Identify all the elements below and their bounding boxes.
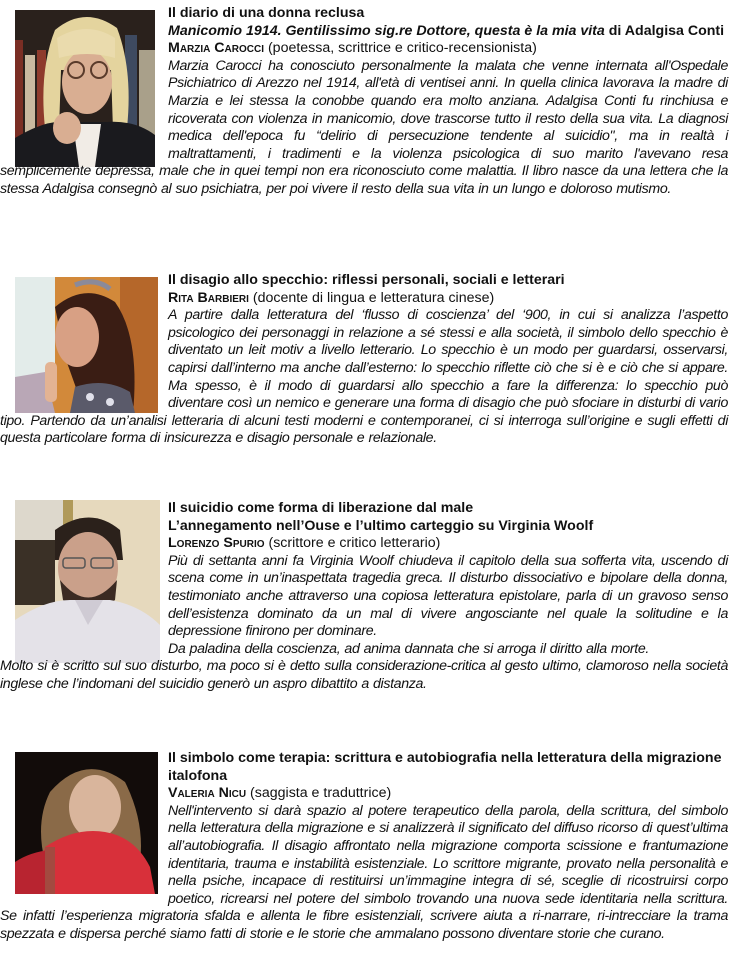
section-text: [0, 750, 728, 944]
talk-title: Il diario di una donna reclusa: [168, 5, 365, 21]
book-title: Manicomio 1914. Gentilissimo sig.re Dottore, questa è la mia vita: [168, 22, 605, 39]
abstract-paragraph: Molto si è scritto sul suo disturbo, ma poco si è detto sulla considerazione-critica al gesto ultimo, clamoroso nella società inglese che l’indomani del suicidio generò un aspro dibattito a distanza.: [0, 658, 728, 692]
abstract-paragraph: Più di settanta anni fa Virginia Woolf chiudeva il capitolo della sua sofferta vita, uscendo di scena come in un’inaspettata tragedia greca. Il disturbo dissociativo e bipolare della donna, testimoniato anche attraverso una copiosa letteratura epistolare, parla di un gravoso senso dell’esistenza dominato da un mal di vivere angosciante nel quale la solitudine e la depressione finirono per dominare.: [168, 552, 728, 640]
speaker-name: Rita Barbieri: [168, 289, 249, 306]
section-text: [0, 500, 728, 694]
speaker-name: Valeria Nicu: [168, 785, 247, 802]
speaker-role: (docente di lingua e letteratura cinese): [248, 289, 495, 306]
section-text: [0, 272, 728, 448]
abstract-paragraph: Nell'intervento si darà spazio al potere terapeutico della parola, della scrittura, del simbolo nella letteratura della migrazione e si analizzerà il significato del diffuso ricorso di quest’ultima all’autobiografia. Il disagio affrontato nella migrazione comporta scissione e frantumazione identitaria, trauma e instabilità esistenziale. Lo scrittore migrante, provato nella personalità e nella psiche, incapace di restituirsi un’immagine integra di sé, sceglie di ricostruirsi corpo poetico, ricrearsi nel potere del simbolo trovando una nuova sede identitaria nella scrittura. Se infatti l’esperienza migratoria sfalda e allenta le fibre esistenziali, scrivere aiuta a ri-narrare, ri-intrecciare la trama spezzata e dispersa perché siamo fatti di storie e le storie che ammalano possono diventare storie che curano.: [0, 802, 728, 942]
talk-section-1: [0, 5, 736, 240]
talk-title: Il simbolo come terapia: scrittura e autobiografia nella letteratura della migrazione italofona: [168, 750, 722, 784]
speaker-role: (poetessa, scrittrice e critico-recensionista): [264, 40, 537, 57]
talk-subtitle: L’annegamento nell’Ouse e l’ultimo carteggio su Virginia Woolf: [168, 517, 594, 534]
speaker-name: Lorenzo Spurio: [168, 535, 265, 552]
speaker-role: (scrittore e critico letterario): [264, 535, 441, 552]
abstract-paragraph: Da paladina della coscienza, ad anima dannata che si arroga il diritto alla morte.: [168, 640, 649, 657]
talk-title: Il suicidio come forma di liberazione dal male: [168, 500, 474, 516]
speaker-role: (saggista e traduttrice): [246, 785, 392, 802]
talk-title: Il disagio allo specchio: riflessi personali, sociali e letterari: [168, 272, 565, 288]
speaker-name: Marzia Carocci: [168, 40, 265, 57]
talk-section-4: [0, 750, 736, 967]
talk-section-3: [0, 500, 736, 720]
section-text: [0, 5, 728, 199]
abstract-paragraph: Marzia Carocci ha conosciuto personalmente la malata che venne internata all'Ospedale Psichiatrico di Arezzo nel 1914, all'età di ventisei anni. In quella clinica lavorava la madre di Marzia e lei stessa la conobbe quando era molto anziana. Adalgisa Conti fu rinchiusa e ricoverata con violenza in manicomio, dove trascorse tutto il resto della sua vita. La diagnosi medica dell'epoca fu “delirio di persecuzione tendente al suicidio", ma in realtà i maltrattamenti, i tradimenti e la violenza psicologica di suo marito l'avevano resa semplicemente depressa, male che in quei tempi non era riconosciuto come malattia. Il libro nasce da una lettera che la stessa Adalgisa consegnò al suo psichiatra, per poi vivere il resto della sua vita in un lungo e doloroso mutismo.: [0, 57, 728, 197]
talk-section-2: [0, 272, 736, 472]
abstract-paragraph: A partire dalla letteratura del ‘flusso di coscienza’ del ‘900, in cui si analizza l’aspetto psicologico dei personaggi in relazione a sé stessi e alla società, il simbolo dello specchio è diventato un leit motiv a livello letterario. Lo specchio è un modo per guardarsi, osservarsi, capirsi dall’interno ma anche dall’esterno: lo specchio riflette ciò che si è e ciò che si appare. Ma spesso, è il modo di guardarsi allo specchio a fare la differenza: lo specchio può diventare così un nemico e generare una forma di disagio che può sfociare in disturbi di vario tipo. Partendo da un’analisi letteraria di alcuni testi moderni e contemporanei, ci si interroga sull’origine e sugli effetti di questa particolare forma di insicurezza e disagio personale e relazionale.: [0, 307, 728, 447]
book-author: di Adalgisa Conti: [604, 22, 725, 39]
